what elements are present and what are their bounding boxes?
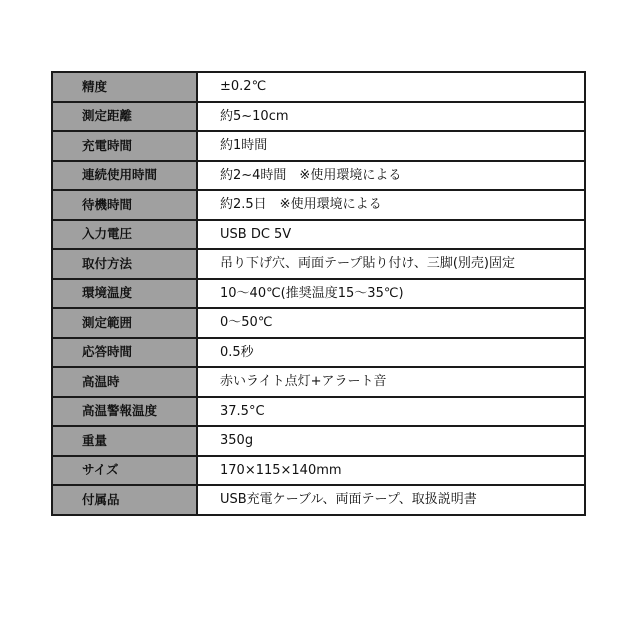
spec-label: 待機時間 <box>52 190 197 220</box>
spec-value: 170×115×140mm <box>197 456 585 486</box>
spec-label: 測定範囲 <box>52 308 197 338</box>
spec-label: 環境温度 <box>52 279 197 309</box>
spec-label: 高温警報温度 <box>52 397 197 427</box>
spec-row-mounting-method <box>52 249 585 279</box>
spec-row-measurement-range <box>52 308 585 338</box>
spec-row-measurement-distance <box>52 102 585 132</box>
spec-row-response-time <box>52 338 585 368</box>
spec-label: 付属品 <box>52 485 197 515</box>
spec-value: 約2.5日 ※使用環境による <box>197 190 585 220</box>
spec-row-weight <box>52 426 585 456</box>
spec-label: 取付方法 <box>52 249 197 279</box>
spec-row-accessories <box>52 485 585 515</box>
spec-row-accuracy <box>52 72 585 102</box>
spec-row-standby-time <box>52 190 585 220</box>
spec-row-alarm-temperature <box>52 397 585 427</box>
spec-row-ambient-temperature <box>52 279 585 309</box>
spec-label: 測定距離 <box>52 102 197 132</box>
spec-value: USB充電ケーブル、両面テープ、取扱説明書 <box>197 485 585 515</box>
spec-row-continuous-use-time <box>52 161 585 191</box>
spec-value: 吊り下げ穴、両面テープ貼り付け、三脚(別売)固定 <box>197 249 585 279</box>
spec-label: サイズ <box>52 456 197 486</box>
spec-row-size <box>52 456 585 486</box>
spec-value: 350g <box>197 426 585 456</box>
spec-value: 約2~4時間 ※使用環境による <box>197 161 585 191</box>
spec-label: 重量 <box>52 426 197 456</box>
spec-label: 連続使用時間 <box>52 161 197 191</box>
spec-value: 赤いライト点灯+アラート音 <box>197 367 585 397</box>
spec-label: 応答時間 <box>52 338 197 368</box>
spec-row-input-voltage <box>52 220 585 250</box>
spec-label: 精度 <box>52 72 197 102</box>
spec-value: 約5~10cm <box>197 102 585 132</box>
spec-value: 37.5°C <box>197 397 585 427</box>
spec-label: 充電時間 <box>52 131 197 161</box>
spec-row-high-temperature <box>52 367 585 397</box>
spec-label: 入力電圧 <box>52 220 197 250</box>
spec-value: 0.5秒 <box>197 338 585 368</box>
spec-value: 0～50℃ <box>197 308 585 338</box>
spec-table <box>51 71 586 516</box>
spec-label: 高温時 <box>52 367 197 397</box>
spec-value: 10～40℃(推奨温度15～35℃) <box>197 279 585 309</box>
spec-value: ±0.2℃ <box>197 72 585 102</box>
spec-value: USB DC 5V <box>197 220 585 250</box>
spec-value: 約1時間 <box>197 131 585 161</box>
spec-table-body <box>52 72 585 515</box>
spec-row-charging-time <box>52 131 585 161</box>
